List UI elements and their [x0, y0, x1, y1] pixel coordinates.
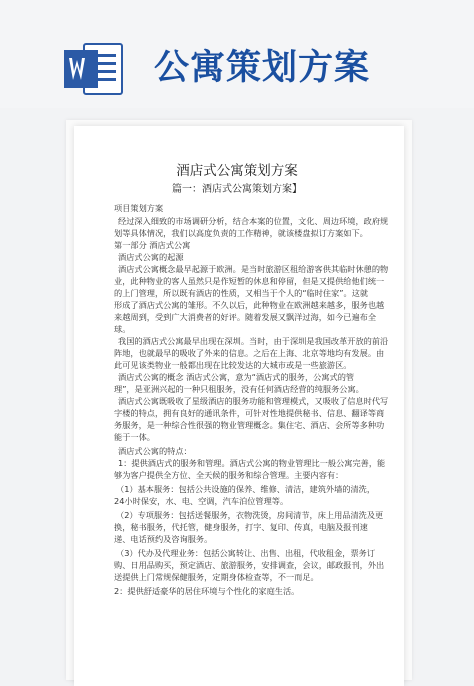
body-line: 24小时保安，水、电、空调，汽车泊位管理等。 [114, 496, 289, 506]
body-line: 此可见该类物业一般都出现在比较发达的大城市或是一些旅游区。 [114, 360, 352, 370]
body-line: 形成了酒店式公寓的雏形。不久以后，此种物业在欧洲越来越多，服务也越 [114, 300, 385, 310]
body-line: 递、电话预约及咨询服务。 [114, 534, 213, 544]
body-line: （2）专项服务：包括送餐服务，衣物洗烫，房间清节，床上用品清洗及更 [116, 510, 384, 520]
body-line: 1：提供酒店式的服务和管理。酒店式公寓的物业管理比一般公寓完善，能 [118, 458, 386, 468]
body-line: 2：提供舒适豪华的居住环境与个性化的家庭生活。 [114, 586, 300, 596]
banner-title: 公寓策划方案 [154, 48, 371, 88]
body-line: 酒店式公寓概念最早起源于欧洲。是当时旅游区租给游客供其临时休憩的物 [118, 264, 389, 274]
body-line: 酒店式公寓既吸收了星级酒店的服务功能和管理模式，又吸收了信息时代写 [118, 396, 389, 406]
document-title: 酒店式公寓策划方案 [176, 163, 298, 179]
body-line: 字楼的特点，拥有良好的通讯条件，可针对性地提供秘书、信息、翻译等商 [114, 408, 385, 418]
body-line: 能于一体。 [114, 432, 155, 442]
banner [0, 0, 474, 108]
body-line: 够为客户提供全方位、全天候的服务和综合管理。主要内容有： [114, 470, 344, 480]
body-line: 送提供上门常规保健服务，定期身体检查等，不一而足。 [114, 572, 319, 582]
body-line: 我国的酒店式公寓最早出现在深圳。当时，由于深圳是我国改革开放的前沿 [118, 336, 389, 346]
body-line: 酒店式公寓的概念 酒店式公寓，意为“酒店式的服务，公寓式的管 [118, 372, 355, 382]
body-line: （1）基本服务：包括公共设施的保养、维修、清洁，建筑外墙的清洗， [116, 484, 376, 494]
body-line: 划等具体情况，我们以高度负责的工作精神，就该楼盘拟订方案如下。 [114, 228, 368, 238]
body-line: 购、日用品购买，预定酒店、旅游服务，安排调查，会议，邮政报刊，外出 [114, 560, 385, 570]
body-line: 球。 [114, 324, 131, 334]
body-line: （3）代办及代理业务：包括公寓转让、出售、出租，代收租金，票务订 [116, 548, 376, 558]
body-line: 酒店式公寓的起源 [118, 252, 184, 262]
document-subtitle: 篇一：酒店式公寓策划方案】 [172, 184, 302, 195]
body-line: 务服务，是一种综合性很强的物业管理概念。集住宅、酒店、会所等多种功 [114, 420, 385, 430]
body-line: 项目策划方案 [114, 203, 164, 213]
body-line: 换，秘书服务，代托管，健身服务，打字、复印、传真，电脑及报刊速 [114, 522, 368, 532]
body-line: 理”，是亚洲兴起的一种只租服务，没有任何酒店经营的纯服务公寓。 [114, 384, 364, 394]
body-line: 阵地，也就最早的吸收了外来的信息。之后在上海、北京等地均有发展。由 [114, 348, 385, 358]
word-app-icon [62, 40, 124, 98]
body-line: 第一部分 酒店式公寓 [114, 240, 191, 250]
body-line: 酒店式公寓的特点： [118, 446, 192, 456]
body-line: 业，此种物业的客人虽然只是作短暂的休息和停留，但是又提供给他们统一 [114, 276, 385, 286]
body-line: 来越周到，受到广大消费者的好评。随着发展又飘洋过海，如今已遍布全 [114, 312, 377, 322]
body-line: 经过深入细致的市场调研分析，结合本案的位置，文化、周边环境，政府规 [118, 216, 389, 226]
body-line: 的上门管理，所以既有酒店的性质，又相当于个人的“临时住家”。这就 [114, 288, 369, 298]
